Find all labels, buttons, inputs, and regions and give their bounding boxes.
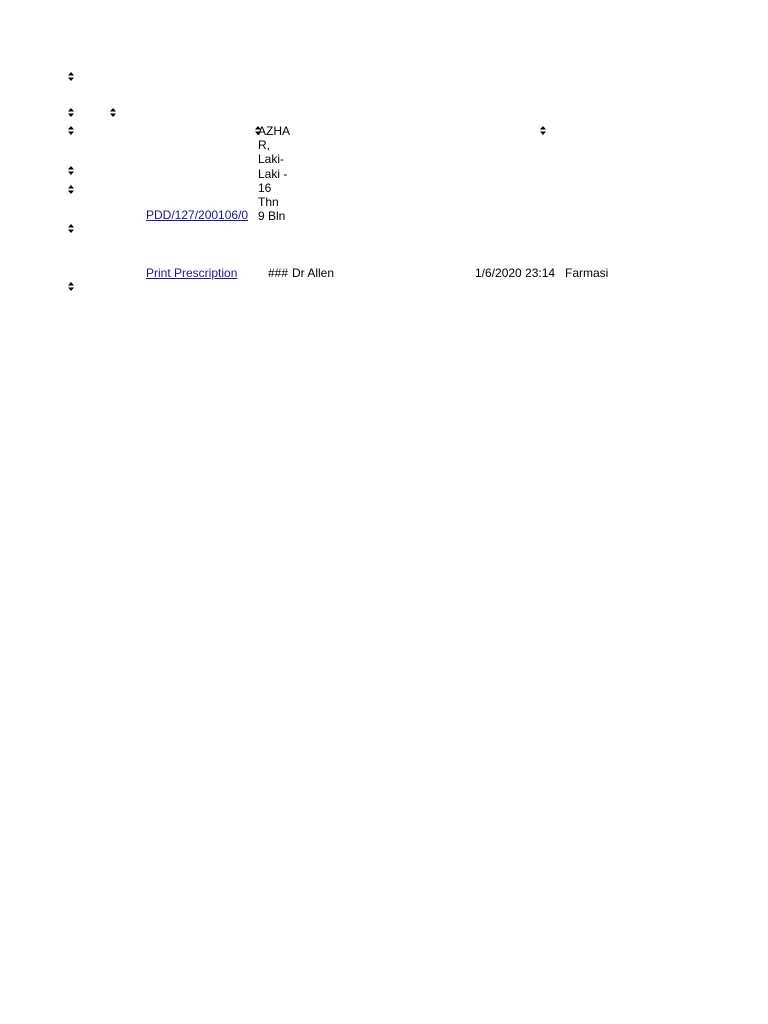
sort-icon[interactable] — [68, 166, 74, 175]
patient-info-cell — [258, 124, 298, 223]
sort-icon[interactable] — [540, 126, 546, 135]
patient-gender-line2: Laki - — [258, 166, 288, 181]
patient-gender-line1: Laki- — [258, 152, 285, 167]
masked-value: ### — [268, 266, 289, 280]
pharmacy-unit: Farmasi — [565, 266, 609, 280]
patient-age-line3: 9 Bln — [258, 209, 286, 224]
sort-icon[interactable] — [68, 185, 74, 194]
patient-age-line1: 16 — [258, 180, 272, 195]
registration-number-link[interactable]: PDD/127/200106/0 — [146, 208, 249, 222]
patient-name-line2: R, — [258, 138, 270, 153]
doctor-name: Dr Allen — [292, 266, 335, 280]
sort-icon[interactable] — [68, 224, 74, 233]
patient-age-line2: Thn — [258, 195, 279, 210]
patient-name-line1: AZHA — [258, 124, 291, 138]
sort-icon[interactable] — [68, 126, 74, 135]
sort-icon[interactable] — [68, 72, 74, 81]
sort-icon[interactable] — [68, 282, 74, 291]
sort-icon[interactable] — [110, 108, 116, 117]
print-prescription-link[interactable]: Print Prescription — [146, 266, 238, 280]
prescription-datetime: 1/6/2020 23:14 — [475, 266, 556, 280]
sort-icon[interactable] — [68, 108, 74, 117]
